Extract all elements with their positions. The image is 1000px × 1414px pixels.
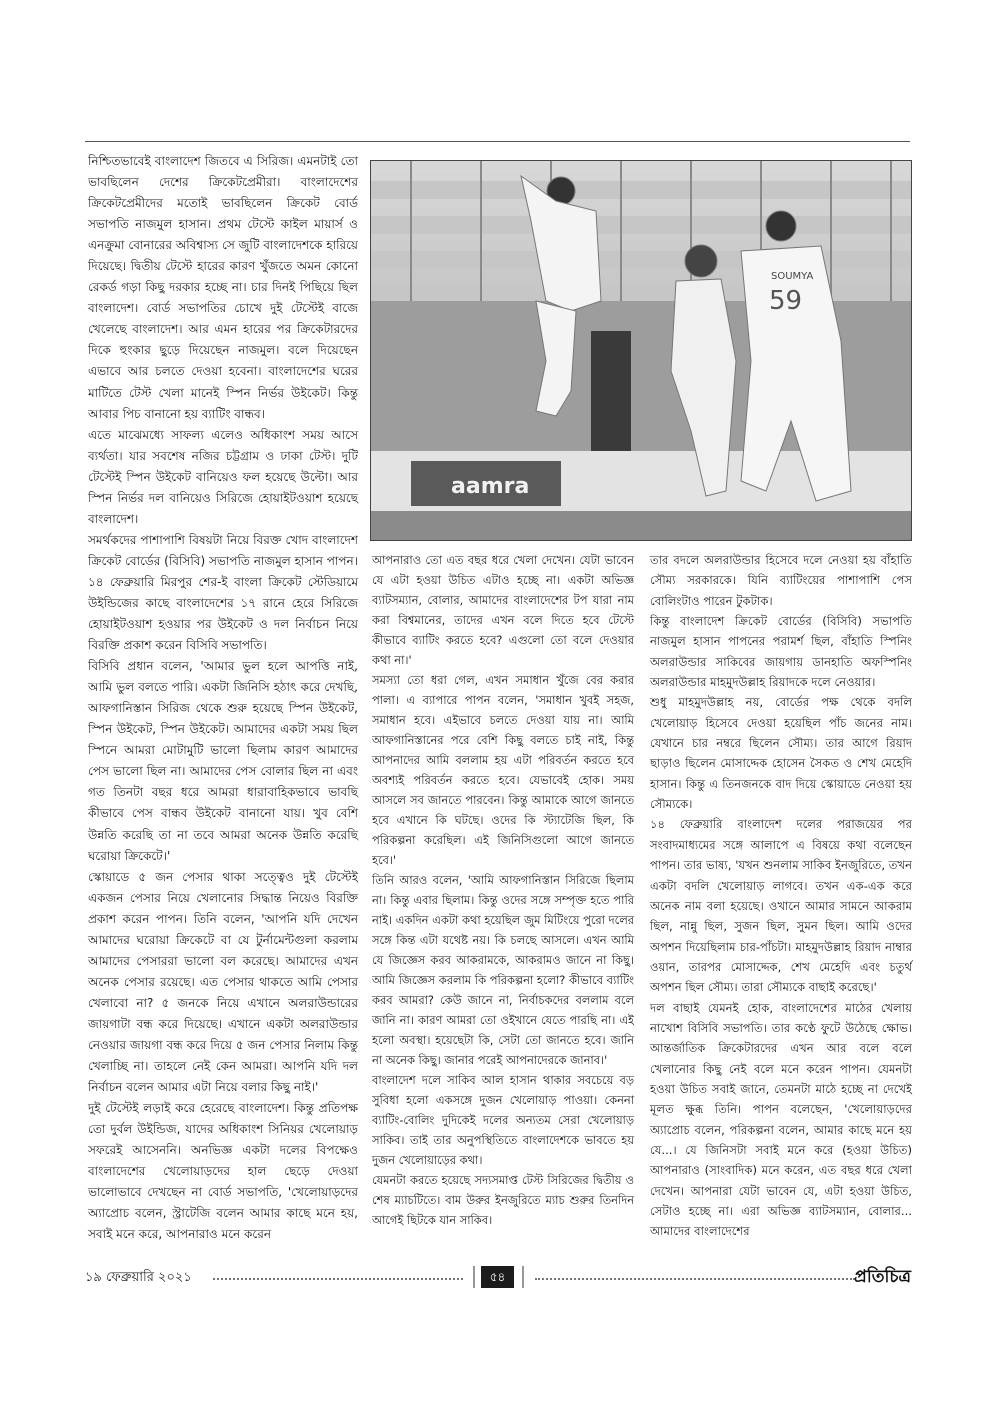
- article-column-3: [650, 550, 912, 1260]
- article-column-1: [88, 151, 358, 1261]
- paragraph: তিনি আরও বলেন, 'আমি আফগানিস্তান সিরিজে ছিলাম না। কিন্তু এবার ছিলাম। কিন্তু ওদের সঙ্গে সম্পৃক্ত হতে পারি নাই। একদিন একটা কথা হয়েছিল জুম মিটিংয়ে পুরো দলের সঙ্গে কিন্ত এটা যথেষ্ট নয়। কি চলছে আসলে। এখন আমি যে জিজ্ঞেস করব আকরামকে, আকরামও জানে না কিছু। আমি জিজ্ঞেস করলাম কি পরিকল্পনা হলো? কীভাবে ব্যাটিং করব আমরা? কেউ জানে না, নির্বাচকদের বললাম বলে জানি না। কারণ আমরা তো ওইখানে যেতে পারছি না। এই হলো অবস্থা। হয়েছেটা কি, সেটা তো জানতে হবে। জানি না অনেক কিছু। জানার পরেই আপনাদেরকে জানাব।': [372, 873, 634, 1067]
- divider: [522, 1266, 524, 1288]
- paragraph: যেমনটা করতে হয়েছে সদ্যসমাপ্ত টেস্ট সিরিজের দ্বিতীয় ও শেষ ম্যাচটিতে। বাম উরুর ইনজুরিতে ম্যাচ শুরুর তিনদিন আগেই ছিটকে যান সাকিব।: [372, 1173, 634, 1227]
- paragraph: ১৪ ফেব্রুয়ারি বাংলাদেশ দলের পরাজয়ের পর সংবাদমাধ্যমের সঙ্গে আলাপে এ বিষয়ে কথা বলেছেন পাপন। তার ভাষ্য, 'যখন শুনলাম সাকিব ইনজুরিতে, তখন একটা বদলি খেলোয়াড় লাগবে। তখন এক-এক করে অনেক নাম বলা হয়েছে। ওখানে আমার সামনে আকরাম ছিল, নান্নু ছিল, সুজন ছিল, সুমন ছিল। আমি ওদের অপশন দিয়েছিলাম চার-পাঁচটা। মাহমুদউল্লাহ রিয়াদ নাম্বার ওয়ান, তারপর মোসাদ্দেক, শেখ মেহেদি এবং চতুর্থ অপশন ছিল সৌম্য। তারা সৌম্যকে বাছাই করেছে।': [650, 817, 912, 995]
- paragraph: দল বাছাই যেমনই হোক, বাংলাদেশের মাঠের খেলায় নাখোশ বিসিবি সভাপতি। তার কণ্ঠে ফুটে উঠেছে ক্ষোভ। আন্তর্জাতিক ক্রিকেটারদের এখন আর বলে বলে খেলানোর কিছু নেই বলে মনে করেন পাপন। যেমনটা হওয়া উচিত সবাই জানে, তেমনটা মাঠে হচ্ছে না দেখেই মূলত ক্ষুব্ধ তিনি। পাপন বলেছেন, 'খেলোয়াড়দের অ্যাপ্রোচ বলেন, পরিকল্পনা বলেন, আমার কাছে মনে হয় যে...। যে জিনিসটা সবাই মনে করে (হওয়া উচিত) আপনারাও (সাংবাদিক) মনে করেন, এত বছর ধরে খেলা দেখেন। আপনারা যেটা ভাবেন যে, এটা হওয়া উচিত, সেটাও হচ্ছে না। এরা অভিজ্ঞ ব্যাটসম্যান, বোলার... আমাদের বাংলাদেশের: [650, 1000, 912, 1239]
- paragraph: সমর্থকদের পাশাপাশি বিষয়টা নিয়ে বিরক্ত খোদ বাংলাদেশ ক্রিকেট বোর্ডের (বিসিবি) সভাপতি নাজমুল হাসান পাপন। ১৪ ফেব্রুয়ারি মিরপুর শের-ই বাংলা ক্রিকেট স্টেডিয়ামে উইন্ডিজের কাছে বাংলাদেশের ১৭ রানে হেরে সিরিজে হোয়াইটওয়াশ হওয়ার পর উইকেট ও দল নির্বাচন নিয়ে বিরক্তি প্রকাশ করেন বিসিবি সভাপতি।: [88, 532, 358, 653]
- dotted-leader: [213, 1278, 463, 1280]
- jersey-number: 59: [769, 286, 803, 316]
- header-rule: [85, 141, 910, 142]
- paragraph: বিসিবি প্রধান বলেন, 'আমার ভুল হলে আপত্তি নাই, আমি ভুল বলতে পারি। একটা জিনিসি হঠাৎ করে দেখছি, আফগানিস্তান সিরিজ থেকে শুরু হয়েছে স্পিন উইকেট, স্পিন উইকেট, স্পিন উইকেট। আমাদের একটা সময় ছিল স্পিনে আমরা মোটামুটি ভালো ছিলাম কারণ আমাদের পেস ভালো ছিল না। আমাদের পেস বোলার ছিল না এবং গত তিনটা বছর ধরে আমরা ধারাবাহিকভাবে ভাবছি কীভাবে পেস বান্ধব উইকেট বানানো যায়। খুব বেশি উন্নতি করেছি তা না তবে আমরা অনেক উন্নতি করেছি ঘরোয়া ক্রিকেটে।': [88, 659, 358, 863]
- paragraph: স্কোয়াডে ৫ জন পেসার থাকা সত্ত্বেও দুই টেস্টেই একজন পেসার নিয়ে খেলানোর সিদ্ধান্ত নিয়েও বিরক্তি প্রকাশ করেন পাপন। তিনি বলেন, 'আপনি যদি দেখেন আমাদের ঘরোয়া ক্রিকেটে বা যে টুর্নামেন্টগুলা করলাম আমাদের পেসাররা ভালো বল করেছে। আমাদের এখন অনেক পেসার রয়েছে। এত পেসার থাকতে আমি পেসার খেলাবো না? ৫ জনকে নিয়ে এখানে অলরাউন্ডারের জায়গাটা বন্ধ করে দিয়েছে। এখানে একটা অলরাউন্ডার নেওয়ার জায়গা বন্ধ করে দিয়ে ৫ জন পেসার নিলাম কিন্তু খেলাচ্ছি না। তাহলে নেই কেন আমরা। আপনি যদি দল নির্বাচন বলেন আমার এটা নিয়ে বলার কিছু নাই।': [88, 869, 358, 1095]
- paragraph: সমস্যা তো ধরা গেল, এখন সমাধান খুঁজে বের করার পালা। এ ব্যাপারে পাপন বলেন, 'সমাধান খুবই সহজ, সমাধান হবে। এইভাবে চলতে দেওয়া যায় না। আমি আফগানিস্তানের পরে বেশি কিছু বলতে চাই নাই, কিন্তু আপনাদের আমি বললাম হয় এটা পরিবর্তন করতে হবে অবশ্যই পরিবর্তন করতে হবে। যেভাবেই হোক। সময় আসলে সব জানতে পারবেন। কিন্তু আমাকে আগে জানতে হবে এখানে কি ঘটছে। ওদের কি স্ট্যাটেজি ছিল, কি পরিকল্পনা করেছিল। এই জিনিসিগুলো আগে জানতে হবে।': [372, 673, 634, 867]
- paragraph: দুই টেস্টেই লড়াই করে হেরেছে বাংলাদেশ। কিন্তু প্রতিপক্ষ তো দুর্বল উইন্ডিজ, যাদের অধিকাংশ সিনিয়র খেলোয়াড় সফরেই আসেননি। অনভিজ্ঞ একটা দলের বিপক্ষেও বাংলাদেশের খেলোয়াড়দের হাল ছেড়ে দেওয়া ভালোভাবে দেখছেন না বোর্ড সভাপতি, 'খেলোয়াড়দের অ্যাপ্রোচ বলেন, স্ট্রাটেজি বলেন আমার কাছে মনে হয়, সবাই মনে করে, আপনারাও মনে করেন: [88, 1101, 358, 1242]
- article-column-2: [372, 550, 634, 1260]
- paragraph: শুধু মাহমুদউল্লাহ নয়, বোর্ডের পক্ষ থেকে বদলি খেলোয়াড় হিসেবে দেওয়া হয়েছিল পাঁচ জনের নাম। যেখানে চার নম্বরে ছিলেন সৌম্য। তার আগে রিয়াদ ছাড়াও ছিলেন মোসাদ্দেক হোসেন সৈকত ও শেখ মেহেদি হাসান। কিন্তু এ তিনজনকে বাদ দিয়ে স্কোয়াডে নেওয়া হয় সৌম্যকে।: [650, 695, 912, 812]
- sponsor-text: aamra: [451, 474, 530, 499]
- cricket-celebration-image: [371, 161, 911, 540]
- paragraph: আপনারাও তো এত বছর ধরে খেলা দেখেন। যেটা ভাবেন যে এটা হওয়া উচিত এটাও হচ্ছে না। একটা অভিজ্ঞ ব্যাটসম্যান, বোলার, আমাদের বাংলাদেশের টপ যারা নাম করা বিশ্বমানের, তাদের এখন বলে দিতে হবে টেস্টে কীভাবে ব্যাটিং করতে হবে? এগুলো তো বলে দেওয়ার কথা না।': [372, 553, 634, 667]
- jersey-name: SOUMYA: [771, 271, 814, 282]
- paragraph: বাংলাদেশ দলে সাকিব আল হাসান থাকার সবচেয়ে বড় সুবিধা হলো একসঙ্গে দুজন খেলোয়াড় পাওয়া। কেননা ব্যাটিং-বোলিং দুদিকেই দলের অন্যতম সেরা খেলোয়াড় সাকিব। তাই তার অনুপস্থিতিতে বাংলাদেশকে ভাবতে হয় দুজন খেলোয়াড়ের কথা।: [372, 1073, 634, 1167]
- issue-date: ১৯ ফেব্রুয়ারি ২০২১: [85, 1270, 192, 1285]
- dotted-leader: [535, 1278, 855, 1280]
- paragraph: এতে মাঝেমধ্যে সাফল্য এলেও অধিকাংশ সময় আসে ব্যর্থতা। যার সবশেষ নজির চট্টগ্রাম ও ঢাকা টেস্ট। দুটি টেস্টেই স্পিন উইকেট বানিয়েও ফল হয়েছে উল্টো। আর স্পিন নির্ভর দল বানিয়েও সিরিজে হোয়াইটওয়াশ হয়েছে বাংলাদেশ।: [88, 427, 358, 526]
- publication-logo: প্রতিচিত্র: [854, 1267, 911, 1287]
- page-footer: [85, 1266, 911, 1288]
- paragraph: কিন্তু বাংলাদেশ ক্রিকেট বোর্ডের (বিসিবি) সভাপতি নাজমুল হাসান পাপনের পরামর্শ ছিল, বাঁহাতি স্পিনিং অলরাউন্ডার সাকিবের জায়গায় ডানহাতি অফস্পিনিং অলরাউন্ডার মাহমুদউল্লাহ রিয়াদকে দলে নেওয়ার।: [650, 614, 912, 690]
- divider: [473, 1266, 475, 1288]
- paragraph: তার বদলে অলরাউন্ডার হিসেবে দলে নেওয়া হয় বাঁহাতি সৌম্য সরকারকে। যিনি ব্যাটিংয়ের পাশাপাশি পেস বোলিংটাও পারেন টুকটাক।: [650, 553, 912, 608]
- article-photo: [370, 160, 912, 541]
- paragraph: নিশ্চিতভাবেই বাংলাদেশ জিতবে এ সিরিজ। এমনটাই তো ভাবছিলেন দেশের ক্রিকেটপ্রেমীরা। বাংলাদেশের ক্রিকেটপ্রেমীদের মতোই ভাবছিলেন ক্রিকেট বোর্ড সভাপতি নাজমুল হাসান। প্রথম টেস্টে কাইল মায়ার্স ও এনক্রুমা বোনারের অবিশ্বাস্য সে জুটি বাংলাদেশকে হারিয়ে দিয়েছে। দ্বিতীয় টেস্টে হারের কারণ খুঁজতে অমন কোনো রেকর্ড গড়া কিছু দরকার হচ্ছে না। চার দিনই পিছিয়ে ছিল বাংলাদেশ। বোর্ড সভাপতির চোখে দুই টেস্টেই বাজে খেলেছে বাংলাদেশ। আর এমন হারের পর ক্রিকেটারদের দিকে হুংকার ছুড়ে দিয়েছেন নাজমুল। বলে দিয়েছেন এভাবে আর চলতে দেওয়া হবেনা। বাংলাদেশের ঘরের মাটিতে টেস্ট খেলা মানেই স্পিন নির্ভর উইকেট। কিন্তু আবার পিচ বানানো হয় ব্যাটিং বান্ধব।: [88, 154, 358, 421]
- page-number: ৫৪: [481, 1266, 514, 1288]
